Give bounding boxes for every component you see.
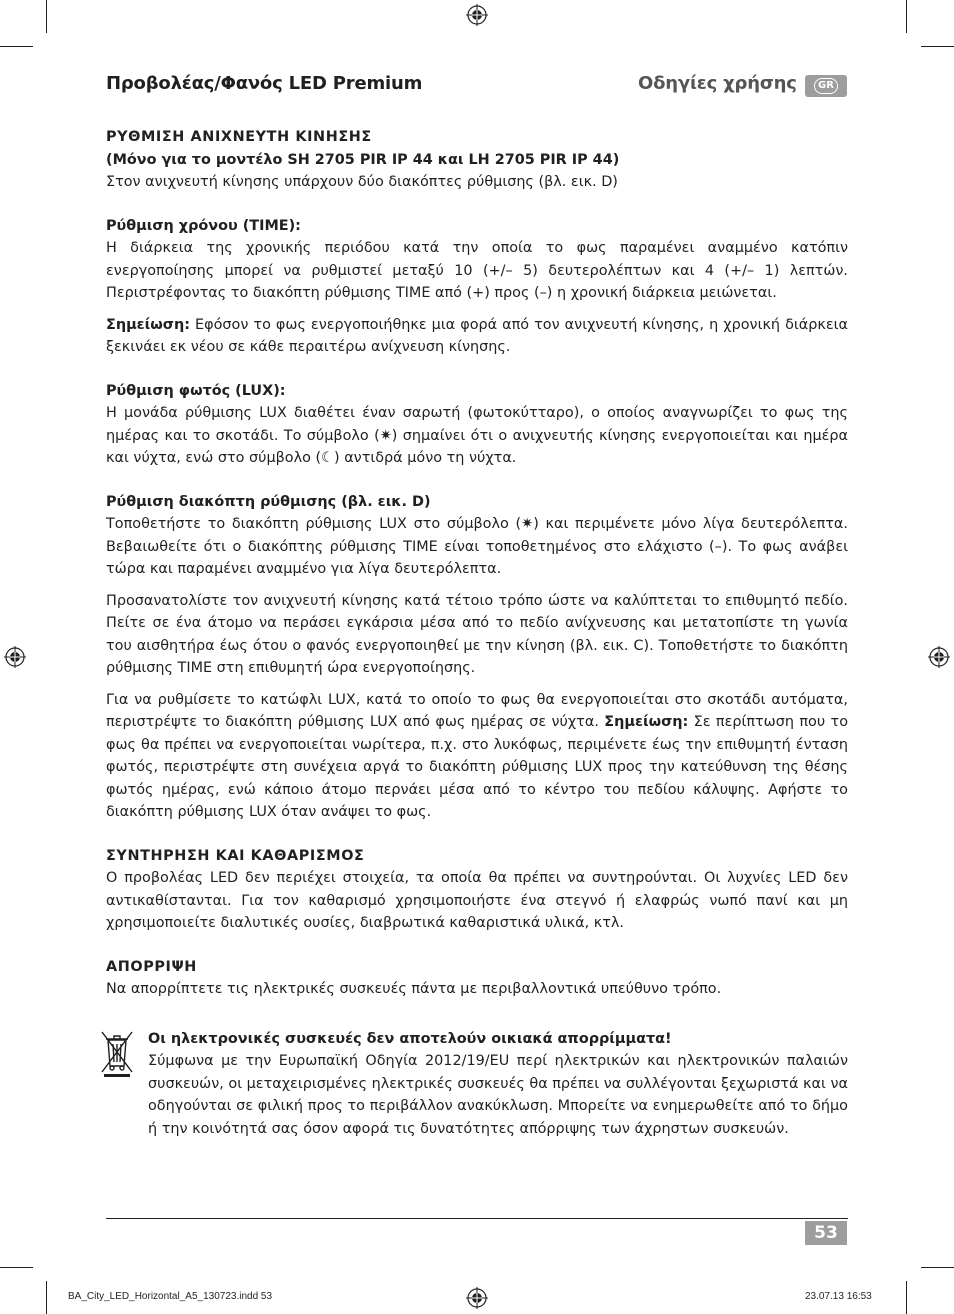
page-number: 53 [805, 1221, 847, 1245]
registration-mark-icon [466, 1287, 488, 1309]
section-label: Οδηγίες χρήσης [638, 73, 797, 94]
subheading-lux: Ρύθμιση φωτός (LUX): [106, 382, 286, 399]
crossed-bin-icon [100, 1030, 134, 1078]
print-slug-datetime: 23.07.13 16:53 [805, 1291, 872, 1302]
text-fragment: ) αντιδρά μόνο τη νύχτα. [334, 450, 517, 466]
crop-mark [921, 46, 954, 47]
text-fragment: ) σημαίνει ότι ο ανιχνευτής κίνησης ενεργοποιείται και ημέρα και νύχτα, ενώ στο σύμβολο ( [106, 427, 848, 466]
heading-motion-sensor: ΡΥΘΜΙΣΗ ΑΝΙΧΝΕΥΤΗ ΚΙΝΗΣΗΣ [106, 129, 372, 145]
text-fragment: Σε περίπτωση που το φως θα πρέπει να ενεργοποιείται νωρίτερα, π.χ. στο λυκόφως, περιμένετε έως την επιθυμητή ένταση φωτός, περιστρέψτε στη συνέχεια αργά το διακόπτη ρύθμισης LUX προς την κατεύθυνση της θέσης φωτός ημέρας, ενώ κάποιο άτομο περνάει μέσα από το κέντρο του πεδίου κάλυψης. Αφήστε το διακόπτη ρύθμισης LUX όταν ανάψει το φως. [106, 714, 848, 820]
model-note: (Μόνο για το μοντέλο SH 2705 PIR IP 44 και LH 2705 PIR IP 44) [106, 151, 620, 168]
registration-mark-icon [466, 4, 488, 26]
language-badge [805, 75, 847, 97]
crop-mark [46, 0, 47, 33]
sun-icon: ✷ [379, 427, 392, 444]
crop-mark [46, 1281, 47, 1314]
heading-disposal: ΑΠΟΡΡΙΨΗ [106, 958, 197, 975]
crop-mark [921, 1267, 954, 1268]
paragraph: Προσανατολίστε τον ανιχνευτή κίνησης κατά τέτοιο τρόπο ώστε να καλύπτεται το επιθυμητό πεδίο. Πείτε σε ένα άτομο να περάσει εγκάρσια μέσα από το πεδίο ανίχνευσης και μετατοπίστε τη γωνία του αισθητήρα έως ότου ο φανός ενεργοποιηθεί με την κίνηση (βλ. εικ. C). Τοποθετήστε το διακόπτη ρύθμισης TIME στη επιθυμητή ώρα ενεργοποίησης. [106, 592, 848, 676]
crop-mark [0, 1267, 33, 1268]
paragraph: Σύμφωνα με την Ευρωπαϊκή Οδηγία 2012/19/EU περί ηλεκτρικών και ηλεκτρονικών παλαιών συσκευών, οι μεταχειρισμένες ηλεκτρικές συσκευές θα πρέπει να συλλέγονται ξεχωριστά και να οδηγούνται σε φιλική προς το περιβάλλον ανακύκλωση. Μπορείτε να ενημερωθείτε από το δήμο ή την κοινότητά σας όσον αφορά τις δυνατότητες απόρριψης των άχρηστων συσκευών. [148, 1053, 848, 1137]
subheading-time: Ρύθμιση χρόνου (TIME): [106, 217, 301, 234]
text-fragment: Τοποθετήστε το διακόπτη ρύθμισης LUX στο σύμβολο ( [106, 516, 522, 532]
print-slug-file: BA_City_LED_Horizontal_A5_130723.indd 53 [68, 1291, 273, 1302]
paragraph: Να απορρίπτετε τις ηλεκτρικές συσκευές πάντα με περιβαλλοντικά υπεύθυνο τρόπο. [106, 981, 722, 997]
document-title: Προβολέας/Φανός LED Premium [106, 73, 423, 94]
weee-title: Οι ηλεκτρονικές συσκευές δεν αποτελούν οικιακά απορρίμματα! [148, 1030, 672, 1047]
text-fragment: Για να ρυθμίσετε το κατώφλι LUX, κατά το οποίο το φως θα ενεργοποιείται στο σκοτάδι αυτόματα, περιστρέψτε το διακόπτη ρύθμισης LUX από φως ημέρας σε νύχτα. [106, 691, 848, 730]
moon-icon: ☾ [321, 450, 334, 466]
crop-mark [0, 46, 33, 47]
weee-notice [106, 1028, 848, 1141]
text-fragment: ) και περιμένετε μόνο λίγα δευτερόλεπτα. Βεβαιωθείτε ότι ο διακόπτης ρύθμισης TIME είναι τοποθετημένος στο ελάχιστο (–). Το φως ανάβει τώρα και παραμένει αναμμένο για λίγα δευτερόλεπτα. [106, 516, 848, 577]
registration-mark-icon [928, 646, 950, 668]
language-code: GR [814, 78, 838, 94]
crop-mark [906, 0, 907, 33]
note-label: Σημείωση: [604, 714, 689, 730]
paragraph: Στον ανιχνευτή κίνησης υπάρχουν δύο διακόπτες ρύθμισης (βλ. εικ. D) [106, 174, 618, 190]
note-text: Εφόσον το φως ενεργοποιήθηκε μια φορά από τον ανιχνευτή κίνησης, η χρονική διάρκεια ξεκινάει εκ νέου σε κάθε περαιτέρω ανίχνευση κίνησης. [106, 316, 848, 355]
paragraph [106, 689, 848, 824]
subheading-switch: Ρύθμιση διακόπτη ρύθμισης (βλ. εικ. D) [106, 493, 431, 510]
paragraph-note [106, 314, 848, 359]
text-fragment: Η μονάδα ρύθμισης LUX διαθέτει έναν σαρωτή (φωτοκύτταρο), ο οποίος αναγνωρίζει το φως της ημέρας και το σκοτάδι. Το σύμβολο ( [106, 405, 848, 444]
footer-divider [106, 1218, 848, 1219]
crop-mark [906, 1281, 907, 1314]
registration-mark-icon [4, 646, 26, 668]
note-label: Σημείωση: [106, 316, 190, 333]
paragraph [106, 402, 848, 470]
paragraph [106, 513, 848, 581]
paragraph: Ο προβολέας LED δεν περιέχει στοιχεία, τα οποία θα πρέπει να συντηρούνται. Οι λυχνίες LED δεν αντικαθίστανται. Για τον καθαρισμό χρησιμοποιήστε ένα στεγνό ή ελαφρώς νωπό πανί και μη χρησιμοποιείτε διαλυτικές ουσίες, διαβρωτικά καθαριστικά υλικά, κτλ. [106, 870, 848, 931]
sun-icon: ✷ [521, 516, 534, 532]
paragraph: Η διάρκεια της χρονικής περιόδου κατά την οποία το φως παραμένει αναμμένο κατόπιν ενεργοποίησης μπορεί να ρυθμιστεί μεταξύ 10 (+/– 5) δευτερολέπτων και 4 (+/– 1) λεπτών. Περιστρέφοντας το διακόπτη ρύθμισης TIME από (+) προς (–) η χρονική διάρκεια μειώνεται. [106, 240, 848, 301]
main-content [106, 126, 848, 1140]
heading-maintenance: ΣΥΝΤΗΡΗΣΗ ΚΑΙ ΚΑΘΑΡΙΣΜΟΣ [106, 847, 365, 864]
